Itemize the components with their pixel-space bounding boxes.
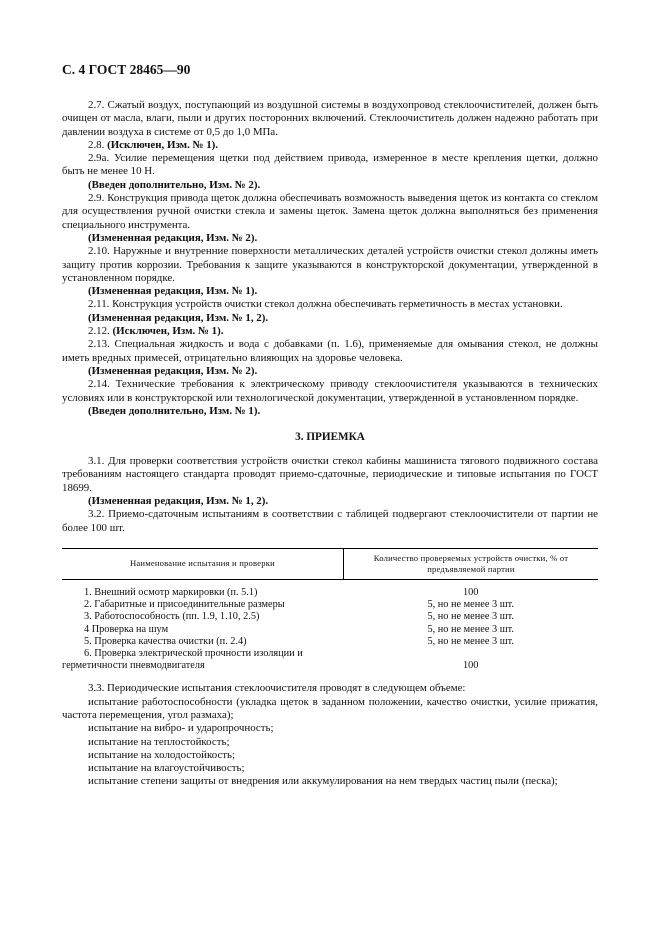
paragraph-text: 2.9а. Усилие перемещения щетки под действием привода, измеренное в месте крепления щетки, должно быть не менее 10 Н.	[62, 152, 598, 178]
paragraph-text: (Измененная редакция, Изм. № 2).	[88, 364, 258, 377]
paragraph-text: 2.12.	[88, 325, 113, 338]
paragraph-text: 3.2. Приемо-сдаточным испытаниям в соответствии с таблицей подвергают стеклоочистители от партии не более 100 шт.	[62, 508, 598, 534]
paragraph	[62, 139, 598, 152]
table-row	[62, 624, 598, 636]
table-cell-name: 2. Габаритные и присоединительные размеры	[84, 599, 285, 611]
table-cell-value: 100	[462, 586, 479, 598]
table-cell-name: 6. Проверка электрической прочности изоляции и герметичности пневмодвигателя	[62, 647, 303, 672]
page-header: С. 4 ГОСТ 28465—90	[62, 62, 191, 77]
table-cell-name: 3. Работоспособность (пп. 1.9, 1.10, 2.5)	[84, 611, 260, 623]
table-cell-value: 5, но не менее 3 шт.	[427, 611, 514, 623]
table-cell-value: 100	[462, 660, 479, 672]
section-2-continued	[62, 99, 598, 418]
paragraph-text: 3.3. Периодические испытания стеклоочистителя проводят в следующем объеме:	[88, 682, 466, 695]
paragraph	[62, 696, 598, 723]
table-row	[62, 599, 598, 611]
paragraph-text: 2.14. Технические требования к электрическому приводу стеклоочистителя указываются в технических условиях или в конструкторской или технологической документации, утвержденной в установленном порядке.	[62, 378, 598, 404]
paragraph	[62, 179, 598, 192]
paragraph-text: 2.7. Сжатый воздух, поступающий из воздушной системы в воздухопровод стеклоочистителей, должен быть очищен от масла, влаги, пыли и других посторонних включений. Стеклоочиститель должен надежно работать при давлении воздуха в системе от 0,5 до 1,0 МПа.	[62, 99, 598, 138]
table-row	[62, 636, 598, 648]
paragraph-text: 3.1. Для проверки соответствия устройств очистки стекол кабины машиниста тягового подвижного состава требованиям настоящего стандарта проводят приемо-сдаточные, периодические и типовые испытания по ГОСТ 18699.	[62, 455, 598, 494]
paragraph-text: испытание работоспособности (укладка щеток в заданном положении, качество очистки, усилие прижатия, частота перемещения, угол размаха);	[62, 695, 598, 721]
table-row	[62, 579, 598, 599]
paragraph	[62, 736, 598, 749]
table-cell-name: 4 Проверка на шум	[84, 623, 169, 635]
paragraph-text: (Введен дополнительно, Изм. № 1).	[88, 404, 261, 417]
paragraph-text: 2.9. Конструкция привода щеток должна обеспечивать возможность выведения щеток из контакта со стеклом для осуществления ручной очистки стекла и замены щеток. Замена щеток должна выполняться без применения специального инструмента.	[62, 192, 598, 231]
paragraph	[62, 338, 598, 365]
paragraph-text: испытание на холодостойкость;	[88, 748, 236, 761]
paragraph	[62, 232, 598, 245]
paragraph-text: (Измененная редакция, Изм. № 1, 2).	[88, 311, 269, 324]
paragraph	[62, 508, 598, 535]
paragraph	[62, 285, 598, 298]
table-body	[62, 579, 598, 672]
document-page	[62, 62, 598, 789]
paragraph-text: испытание степени защиты от внедрения или аккумулирования на нем твердых частиц пыли (песка);	[88, 775, 558, 788]
paragraph-text: (Измененная редакция, Изм. № 2).	[88, 231, 258, 244]
table-cell-name: 5. Проверка качества очистки (п. 2.4)	[84, 635, 247, 647]
section-3-periodic	[62, 682, 598, 788]
paragraph	[62, 722, 598, 735]
section-3-intro	[62, 455, 598, 535]
table-header-quantity: Количество проверяемых устройств очистки, % от предъявляемой партии	[343, 548, 598, 579]
table-cell-value: 5, но не менее 3 шт.	[427, 635, 514, 647]
paragraph	[62, 312, 598, 325]
paragraph	[62, 495, 598, 508]
paragraph	[62, 405, 598, 418]
paragraph-text: испытание на вибро- и ударопрочность;	[88, 722, 274, 735]
table-cell-value: 5, но не менее 3 шт.	[427, 623, 514, 635]
paragraph	[62, 749, 598, 762]
acceptance-tests-table	[62, 548, 598, 672]
paragraph	[62, 682, 598, 695]
paragraph-text: 2.8.	[88, 138, 108, 151]
table-row	[62, 611, 598, 623]
paragraph-note: (Исключен, Изм. № 1).	[112, 325, 224, 338]
paragraph-text: 2.10. Наружные и внутренние поверхности металлических деталей устройств очистки стекол должны иметь защиту против коррозии. Требования к защите указываются в конструкторской документации, утвержденной в установленном порядке.	[62, 245, 598, 284]
paragraph-text: (Измененная редакция, Изм. № 1, 2).	[88, 495, 269, 508]
paragraph	[62, 99, 598, 139]
paragraph-text: (Введен дополнительно, Изм. № 2).	[88, 178, 261, 191]
paragraph	[62, 152, 598, 179]
section-title: 3. ПРИЕМКА	[295, 431, 365, 444]
paragraph	[62, 365, 598, 378]
paragraph	[62, 378, 598, 405]
paragraph	[62, 298, 598, 311]
paragraph-text: (Измененная редакция, Изм. № 1).	[88, 285, 258, 298]
paragraph	[62, 245, 598, 285]
paragraph	[62, 325, 598, 338]
table-cell-name: 1. Внешний осмотр маркировки (п. 5.1)	[84, 586, 258, 598]
table-header-name: Наименование испытания и проверки	[62, 548, 343, 579]
table-row	[62, 648, 598, 672]
paragraph-note: (Исключен, Изм. № 1).	[107, 138, 218, 151]
paragraph-text: испытание на влагоустойчивость;	[88, 762, 245, 775]
table-cell-value: 5, но не менее 3 шт.	[427, 599, 514, 611]
paragraph-text: испытание на теплостойкость;	[88, 735, 230, 748]
paragraph	[62, 192, 598, 232]
paragraph	[62, 775, 598, 788]
paragraph	[62, 762, 598, 775]
paragraph-text: 2.11. Конструкция устройств очистки стекол должна обеспечивать герметичность в местах установки.	[88, 298, 563, 311]
paragraph	[62, 455, 598, 495]
paragraph-text: 2.13. Специальная жидкость и вода с добавками (п. 1.6), применяемые для омывания стекол, не должны иметь вредных примесей, отрицательно влияющих на здоровье человека.	[62, 338, 598, 364]
